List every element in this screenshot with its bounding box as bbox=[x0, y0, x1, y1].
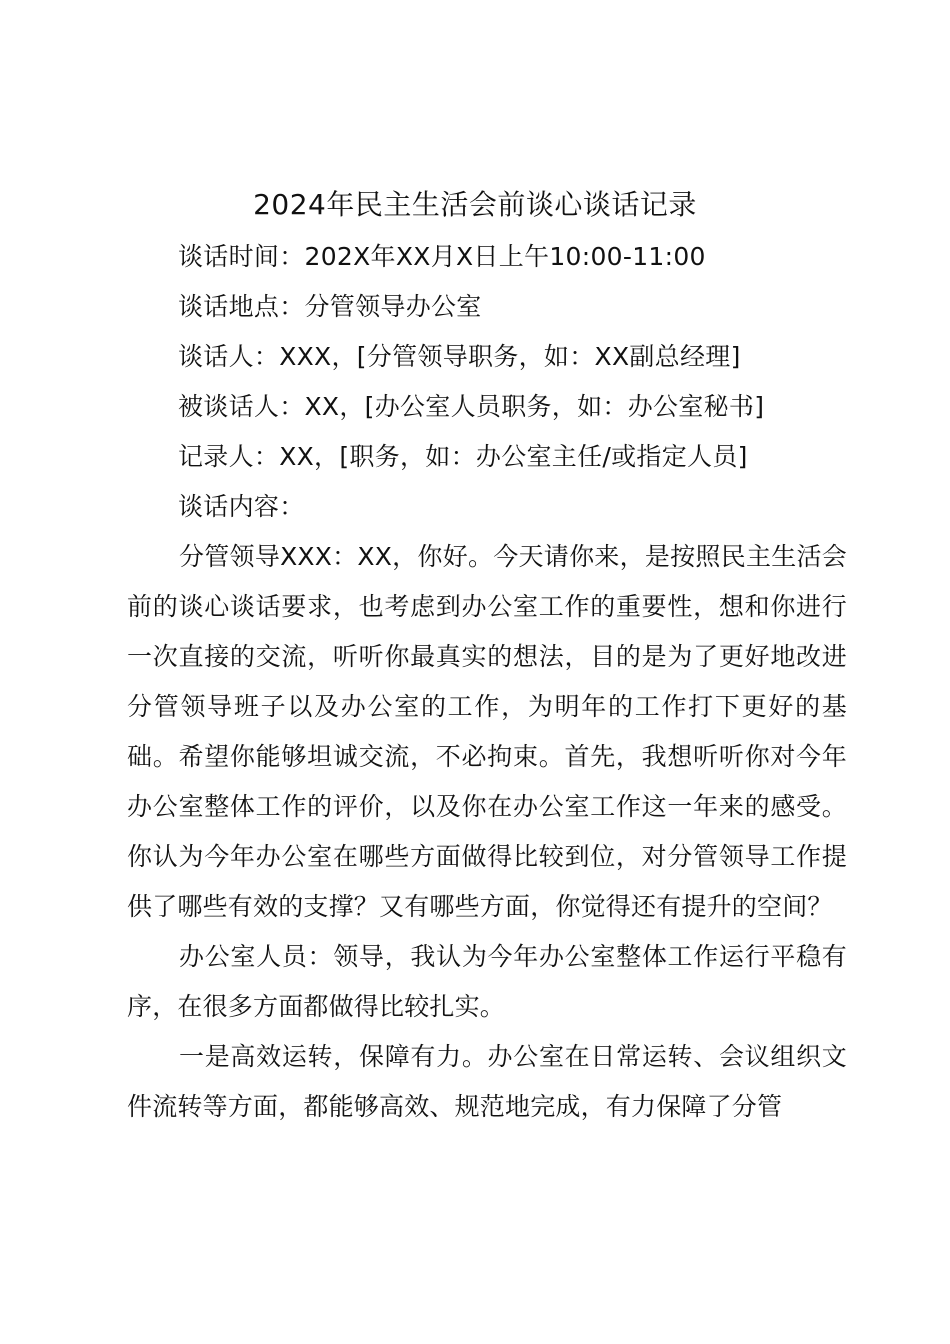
paragraph-leader-question: 分管领导XXX：XX，你好。今天请你来，是按照民主生活会前的谈心谈话要求，也考虑到办公室工作的重要性，想和你进行一次直接的交流，听听你最真实的想法，目的是为了更好地改进分管领导班子以及办公室的工作，为明年的工作打下更好的基础。希望你能够坦诚交流，不必拘束。首先，我想听听你对今年办公室整体工作的评价，以及你在办公室工作这一年来的感受。你认为今年办公室在哪些方面做得比较到位，对分管领导工作提供了哪些有效的支撑？又有哪些方面，你觉得还有提升的空间？ bbox=[127, 542, 847, 921]
document-title: 2024年民主生活会前谈心谈话记录 bbox=[253, 188, 697, 221]
recorder: 记录人：XX，[职务，如：办公室主任/或指定人员] bbox=[178, 442, 748, 471]
content-heading: 谈话内容： bbox=[178, 492, 305, 521]
paragraph-point-one: 一是高效运转，保障有力。办公室在日常运转、会议组织文件流转等方面，都能够高效、规范地完成，有力保障了分管 bbox=[127, 1042, 847, 1121]
paragraph-staff-answer: 办公室人员：领导，我认为今年办公室整体工作运行平稳有序，在很多方面都做得比较扎实。 bbox=[127, 942, 847, 1021]
interviewee: 被谈话人：XX，[办公室人员职务，如：办公室秘书] bbox=[178, 392, 765, 421]
talk-time: 谈话时间：202X年XX月X日上午10:00-11:00 bbox=[178, 242, 706, 271]
document-body bbox=[127, 532, 847, 1132]
talker: 谈话人：XXX，[分管领导职务，如：XX副总经理] bbox=[178, 342, 741, 371]
talk-location: 谈话地点：分管领导办公室 bbox=[178, 292, 482, 321]
meeting-info bbox=[178, 232, 878, 532]
